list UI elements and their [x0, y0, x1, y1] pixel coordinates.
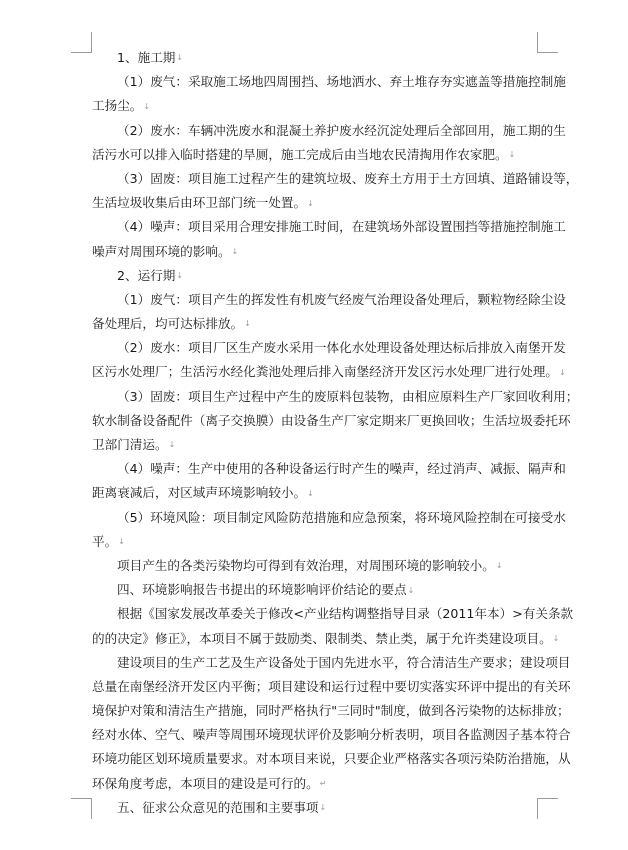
line-text: （4）噪声：生产中使用的各种设备运行时产生的噪声，经过消声、减振、隔声和 — [117, 461, 566, 477]
text-line — [92, 191, 538, 215]
line-text: 经对水体、空气、噪声等周围环境现状评价及影响分析表明，项目各监测因子基本符合 — [92, 727, 571, 743]
paragraph-mark-icon: ↓ — [307, 198, 314, 208]
line-text: （3）固废：项目施工过程产生的建筑垃圾、废弃土方用于土方回填、道路铺设等， — [117, 170, 579, 186]
paragraph-mark-icon: ↓ — [231, 246, 239, 256]
line-text: 根据《国家发展改革委关于修改<产业结构调整指导目录（2011年本）>有关条款 — [117, 606, 574, 622]
text-line — [92, 772, 538, 796]
line-text: （2）废水：车辆冲洗废水和混凝土养护废水经沉淀处理后全部回用，施工期的生 — [117, 122, 566, 138]
text-line — [92, 457, 566, 481]
line-text: 项目产生的各类污染物均可得到有效治理，对周围环境的影响较小。 — [117, 557, 495, 573]
text-line — [92, 94, 538, 118]
text-line — [92, 481, 538, 505]
text-line — [92, 627, 560, 651]
text-line — [92, 723, 571, 747]
line-text: 平。 — [92, 533, 118, 549]
text-line — [92, 336, 566, 360]
crop-mark-top-right — [537, 32, 558, 53]
paragraph-mark-icon: ↓ — [143, 101, 151, 111]
paragraph-mark-icon: ↓ — [176, 53, 184, 63]
line-text: 总量在南堡经济开发区内平衡；项目建设和运行过程中要切实落实环评中提出的有关环 — [92, 678, 571, 694]
line-text: 环保角度考虑，本项目的建设是可行的。 — [92, 775, 319, 791]
line-text: 2、运行期 — [117, 267, 176, 283]
text-line — [92, 264, 538, 288]
line-text: 工扬尘。 — [92, 98, 143, 114]
document-body — [92, 46, 579, 820]
paragraph-mark-icon: ↓ — [168, 440, 176, 450]
line-text: 噪声对周围环境的影响。 — [92, 243, 231, 259]
paragraph-mark-icon: ↓ — [307, 488, 314, 498]
line-text: 软水制备设备配件（离子交换膜）由设备生产厂家定期来厂更换回收；生活垃圾委托环 — [92, 412, 571, 428]
line-text: 环境功能区划环境质量要求。对本项目来说，只要企业严格落实各项污染防治措施，从 — [92, 751, 571, 767]
paragraph-mark-icon: ↓ — [558, 367, 566, 377]
text-line — [92, 699, 570, 723]
text-line — [92, 554, 538, 578]
line-text: 卫部门清运。 — [92, 437, 168, 452]
text-line — [92, 312, 538, 336]
line-text: 活污水可以排入临时搭建的旱厕，施工完成后由当地农民清掏用作农家肥。 — [92, 146, 508, 162]
paragraph-mark-icon: ↓ — [319, 803, 327, 813]
text-line — [92, 385, 579, 409]
paragraph-mark-icon: ↓ — [407, 585, 415, 595]
line-text: 的的决定》修正》，本项目不属于鼓励类、限制类、禁止类，属于允许类建设项目。 — [92, 630, 552, 646]
line-text: 境保护对策和清洁生产措施，同时严格执行"三同时"制度，做到各污染物的达标排放； — [92, 703, 570, 719]
paragraph-mark-icon: ↓ — [508, 150, 516, 160]
line-text: 1、施工期 — [117, 50, 176, 65]
line-text: 备处理后，均可达标排放。 — [92, 316, 244, 332]
text-line — [92, 433, 538, 457]
paragraph-mark-icon: ↓ — [118, 537, 125, 547]
paragraph-mark-icon: ↓ — [552, 633, 560, 643]
text-line — [92, 675, 571, 699]
text-line — [92, 215, 566, 239]
text-line — [92, 651, 571, 675]
crop-mark-bottom-right — [537, 798, 558, 819]
line-text: （5）环境风险：项目制定风险防范措施和应急预案，将环境风险控制在可接受水 — [117, 509, 566, 525]
text-line — [92, 46, 538, 70]
text-line — [92, 578, 538, 602]
text-line — [92, 506, 566, 530]
crop-mark-bottom-left — [71, 798, 92, 819]
text-line — [92, 409, 571, 433]
text-line — [92, 796, 538, 820]
line-text: （3）固废：项目生产过程中产生的废原料包装物，由相应原料生产厂家回收利用； — [117, 388, 579, 404]
line-text: 距离衰减后，对区域声环境影响较小。 — [92, 485, 307, 501]
text-line — [92, 288, 566, 312]
line-text: （1）废气：项目产生的挥发性有机废气经废气治理设备处理后，颗粒物经除尘设 — [117, 291, 566, 307]
paragraph-mark-icon: ↓ — [176, 271, 184, 281]
text-line — [92, 167, 579, 191]
line-text: （1）废气：采取施工场地四周围挡、场地洒水、弃土堆存夯实遮盖等措施控制施 — [117, 74, 566, 90]
line-text: 五、征求公众意见的范围和主要事项 — [117, 799, 319, 815]
paragraph-mark-icon: ↓ — [244, 319, 251, 329]
text-line — [92, 530, 538, 554]
line-text: 区污水处理厂；生活污水经化粪池处理后排入南堡经济开发区污水处理厂进行处理。 — [92, 364, 558, 380]
crop-mark-top-left — [71, 32, 92, 53]
line-text: （2）废水：项目厂区生产废水采用一体化水处理设备处理达标后排放入南堡开发 — [117, 340, 566, 356]
text-line — [92, 747, 571, 771]
paragraph-mark-icon: ↵ — [319, 779, 327, 789]
text-line — [92, 70, 566, 94]
text-line — [92, 143, 538, 167]
line-text: 生活垃圾收集后由环卫部门统一处置。 — [92, 195, 307, 211]
line-text: 建设项目的生产工艺及生产设备处于国内先进水平，符合清洁生产要求；建设项目 — [117, 654, 571, 670]
text-line — [92, 119, 566, 143]
text-line — [92, 240, 538, 264]
text-line — [92, 360, 566, 384]
line-text: （4）噪声：项目采用合理安排施工时间，在建筑场外部设置围挡等措施控制施工 — [117, 219, 566, 235]
line-text: 四、环境影响报告书提出的环境影响评价结论的要点 — [117, 582, 407, 598]
text-line — [92, 602, 574, 626]
paragraph-mark-icon: ↓ — [495, 561, 503, 571]
